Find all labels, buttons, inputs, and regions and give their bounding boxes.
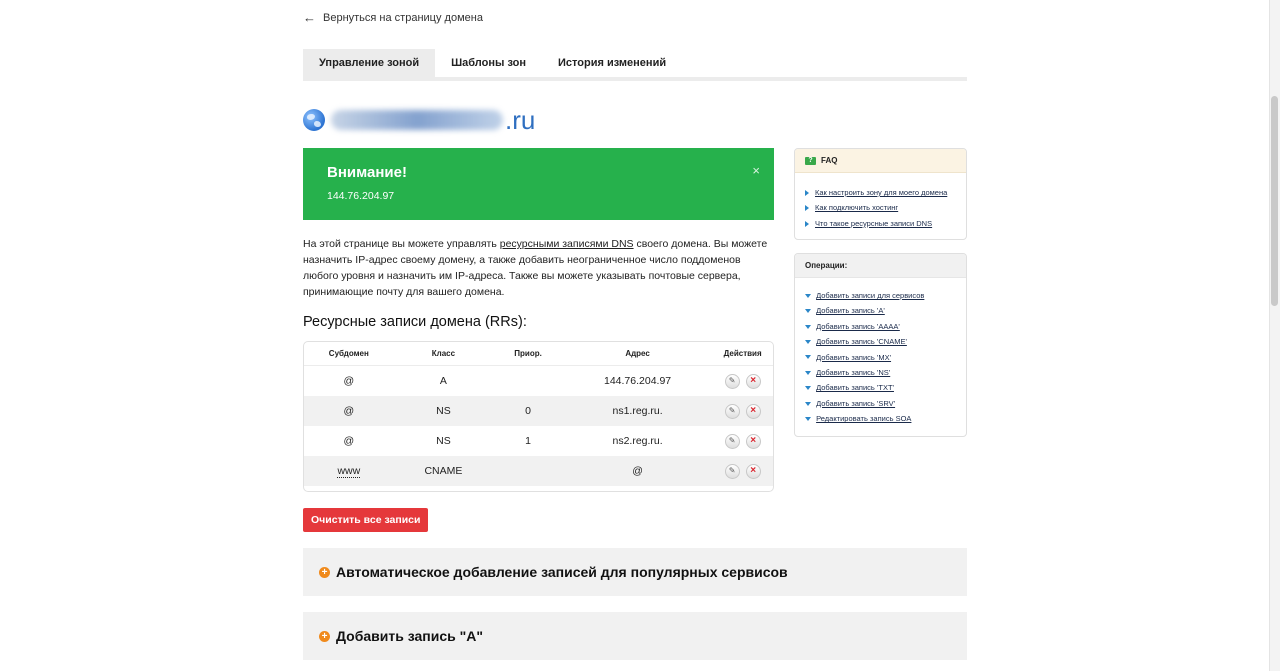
table-header: [304, 342, 773, 366]
question-icon: ?: [805, 157, 816, 165]
triangle-down-icon: [805, 371, 811, 375]
table-row: [304, 456, 773, 486]
redacted-domain-name: [331, 110, 503, 130]
delete-icon[interactable]: ×: [746, 464, 761, 479]
list-item: [805, 396, 966, 411]
operation-link[interactable]: Добавить запись 'SRV': [816, 398, 896, 408]
records-heading: Ресурсные записи домена (RRs):: [303, 314, 527, 330]
cell-address: ns1.reg.ru.: [612, 405, 663, 417]
cell-subdomain: @: [343, 375, 355, 387]
cell-class: [394, 375, 494, 387]
back-link[interactable]: [303, 10, 483, 25]
pencil-icon[interactable]: ✎: [725, 404, 740, 419]
description-text-end: своего домена. Вы можете назначить IP-адрес своему домену, а также добавить неограниченное число поддоменов любого уровня и назначить им IP-адреса. Также вы можете указывать почтовые сервера, принимающие почту для вашего домена.: [303, 238, 768, 298]
triangle-right-icon: [805, 205, 809, 211]
operations-list: [795, 278, 966, 427]
auto-add-section-title: Автоматическое добавление записей для популярных сервисов: [336, 564, 788, 580]
domain-title: [303, 102, 535, 138]
triangle-down-icon: [805, 417, 811, 421]
faq-list: [795, 173, 966, 231]
triangle-down-icon: [805, 355, 811, 359]
dns-records-link[interactable]: ресурсными записями DNS: [499, 238, 634, 250]
faq-link[interactable]: Как подключить хостинг: [815, 203, 899, 213]
tab-bar: [303, 49, 967, 81]
operation-link[interactable]: Редактировать запись SOA: [816, 414, 912, 424]
cell-address: ns2.reg.ru.: [612, 435, 663, 447]
operation-link[interactable]: Добавить запись 'MX': [816, 352, 892, 362]
triangle-right-icon: [805, 190, 809, 196]
scrollbar-thumb[interactable]: [1271, 96, 1278, 306]
delete-icon[interactable]: ×: [746, 404, 761, 419]
page-description: [303, 236, 769, 300]
operation-link[interactable]: Добавить запись 'A': [816, 306, 885, 316]
alert-text: 144.76.204.97: [327, 190, 395, 202]
delete-icon[interactable]: ×: [746, 434, 761, 449]
faq-title: FAQ: [821, 156, 838, 165]
cell-class-value: A: [439, 375, 447, 387]
triangle-down-icon: [805, 386, 811, 390]
cell-address: @: [632, 465, 643, 477]
list-item: [805, 216, 966, 231]
pencil-icon[interactable]: ✎: [725, 374, 740, 389]
list-item: [805, 365, 966, 380]
operations-title: Операции:: [795, 254, 966, 278]
list-item: [805, 334, 966, 349]
cell-priority: 0: [525, 405, 531, 417]
pencil-icon[interactable]: ✎: [725, 434, 740, 449]
pencil-icon[interactable]: ✎: [725, 464, 740, 479]
triangle-down-icon: [805, 325, 811, 329]
cell-class: CNAME: [424, 465, 463, 477]
cell-actions: [712, 464, 773, 479]
tab-change-history[interactable]: История изменений: [558, 57, 667, 69]
triangle-down-icon: [805, 294, 811, 298]
delete-icon[interactable]: ×: [746, 374, 761, 389]
triangle-right-icon: [805, 221, 809, 227]
list-item: [805, 319, 966, 334]
subdomain-link[interactable]: www: [337, 465, 361, 477]
operation-link[interactable]: Добавить записи для сервисов: [816, 291, 925, 300]
plus-circle-icon: +: [319, 567, 330, 578]
faq-link[interactable]: Как настроить зону для моего домена: [815, 188, 948, 197]
operation-link[interactable]: Добавить запись 'TXT': [816, 383, 894, 393]
cell-subdomain: @: [343, 435, 355, 447]
arrow-left-icon: ←: [303, 10, 316, 25]
header-subdomain: Субдомен: [328, 349, 369, 358]
cell-actions: [712, 434, 773, 449]
header-class: Класс: [431, 349, 456, 358]
cell-actions: [712, 374, 773, 389]
records-table: [303, 341, 774, 492]
triangle-down-icon: [805, 340, 811, 344]
attention-alert: [303, 148, 774, 220]
add-a-record-section-title: Добавить запись "A": [336, 628, 483, 644]
header-address: Адрес: [625, 349, 650, 358]
description-text-start: На этой странице вы можете управлять: [303, 238, 500, 250]
clear-all-records-button[interactable]: Очистить все записи: [303, 508, 428, 532]
list-item: [805, 288, 966, 303]
list-item: [805, 380, 966, 395]
operation-link[interactable]: Добавить запись 'AAAA': [816, 321, 900, 331]
list-item: [805, 350, 966, 365]
cell-address-value: 144.76.204.97: [604, 375, 672, 387]
scrollbar[interactable]: [1269, 0, 1280, 671]
cell-class: NS: [436, 405, 451, 417]
cell-class: NS: [436, 435, 451, 447]
faq-panel: [794, 148, 967, 240]
table-row: [304, 426, 773, 456]
list-item: [805, 411, 966, 426]
auto-add-section[interactable]: [303, 548, 967, 596]
close-icon[interactable]: ×: [752, 163, 760, 178]
table-row: [304, 366, 773, 396]
cell-actions: [712, 404, 773, 419]
faq-header: [795, 149, 966, 173]
cell-priority: 1: [525, 435, 531, 447]
globe-icon: [303, 109, 325, 131]
triangle-down-icon: [805, 309, 811, 313]
header-priority: Приор.: [514, 349, 542, 358]
alert-title: Внимание!: [327, 164, 407, 181]
operation-link[interactable]: Добавить запись 'NS': [816, 368, 891, 378]
faq-link[interactable]: Что такое ресурсные записи DNS: [815, 218, 933, 228]
cell-subdomain: [304, 465, 394, 477]
list-item: [805, 303, 966, 318]
add-a-record-section[interactable]: [303, 612, 967, 660]
cell-address: [563, 375, 712, 387]
domain-tld: .ru: [505, 104, 536, 135]
operations-panel: [794, 253, 967, 437]
triangle-down-icon: [805, 402, 811, 406]
list-item: [805, 185, 966, 200]
plus-circle-icon: +: [319, 631, 330, 642]
back-link-label: Вернуться на страницу домена: [323, 11, 483, 24]
tab-zone-management[interactable]: Управление зоной: [303, 49, 435, 78]
table-row: [304, 396, 773, 426]
cell-subdomain: @: [343, 405, 355, 417]
header-actions: Действия: [723, 349, 762, 358]
list-item: [805, 200, 966, 215]
operation-link[interactable]: Добавить запись 'CNAME': [816, 337, 907, 347]
tab-zone-templates[interactable]: Шаблоны зон: [451, 57, 527, 69]
